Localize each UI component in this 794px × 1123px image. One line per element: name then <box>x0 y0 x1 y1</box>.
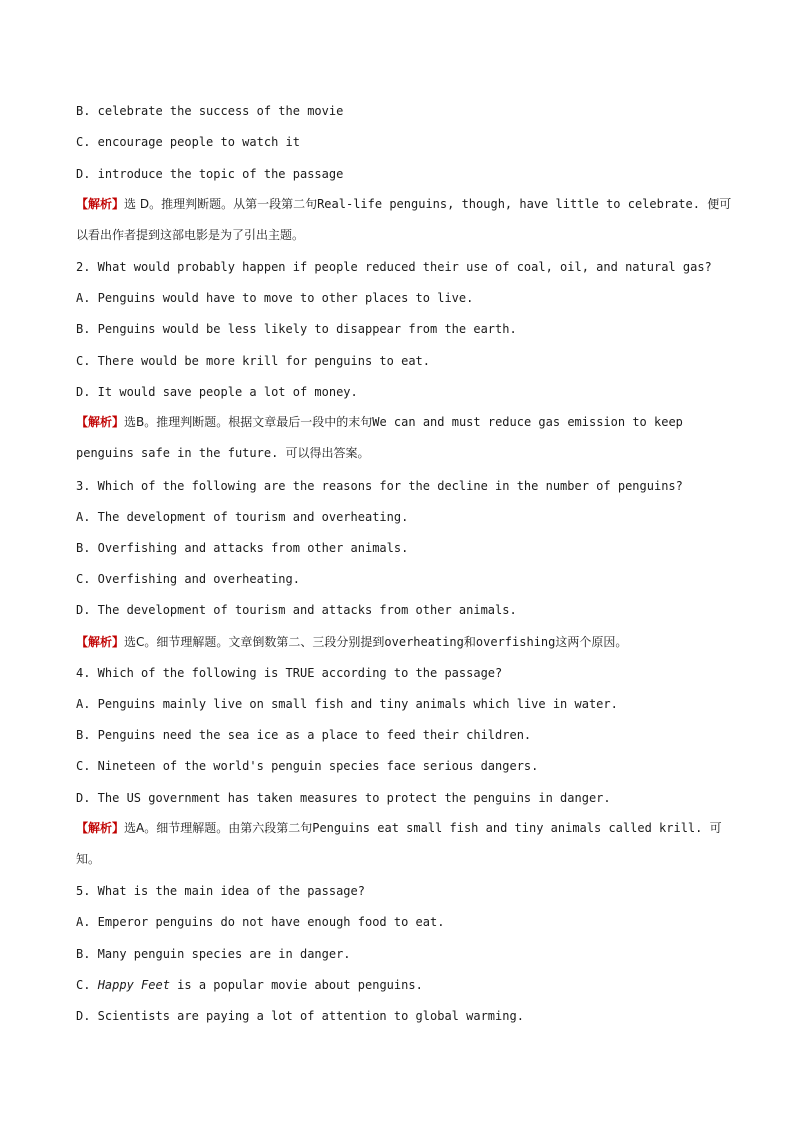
q5-option-d: D. Scientists are paying a lot of attention to global warming. <box>76 1009 524 1023</box>
q1-option-c: C. encourage people to watch it <box>76 135 300 149</box>
q2-analysis: 【解析】选B。推理判断题。根据文章最后一段中的末句We can and must reduce gas emission to keep penguins safe in the future. 可以得出答案。 <box>76 415 683 460</box>
q4-option-c: C. Nineteen of the world's penguin species face serious dangers. <box>76 759 539 773</box>
q1-option-d: D. introduce the topic of the passage <box>76 167 344 181</box>
q2-question: 2. What would probably happen if people reduced their use of coal, oil, and natural gas? <box>76 260 712 274</box>
q2-option-b: B. Penguins would be less likely to disappear from the earth. <box>76 322 517 336</box>
q3-option-d: D. The development of tourism and attacks from other animals. <box>76 603 517 617</box>
q3-option-a: A. The development of tourism and overheating. <box>76 510 409 524</box>
q1-option-b: B. celebrate the success of the movie <box>76 104 344 118</box>
q5-question: 5. What is the main idea of the passage? <box>76 884 365 898</box>
q5-option-a: A. Emperor penguins do not have enough food to eat. <box>76 915 445 929</box>
q3-analysis: 【解析】选C。细节理解题。文章倒数第二、三段分别提到overheating和overfishing这两个原因。 <box>76 635 628 649</box>
q4-option-b: B. Penguins need the sea ice as a place to feed their children. <box>76 728 532 742</box>
q3-option-b: B. Overfishing and attacks from other animals. <box>76 541 409 555</box>
q5-option-b: B. Many penguin species are in danger. <box>76 947 351 961</box>
analysis-tag: 【解析】 <box>76 821 125 835</box>
q3-question: 3. Which of the following are the reasons for the decline in the number of penguins? <box>76 479 683 493</box>
q2-option-a: A. Penguins would have to move to other places to live. <box>76 291 474 305</box>
q2-option-d: D. It would save people a lot of money. <box>76 385 358 399</box>
q4-option-a: A. Penguins mainly live on small fish and tiny animals which live in water. <box>76 697 618 711</box>
analysis-tag: 【解析】 <box>76 197 125 211</box>
q2-option-c: C. There would be more krill for penguins to eat. <box>76 354 431 368</box>
q5-option-c: C. Happy Feet is a popular movie about penguins. <box>76 978 423 992</box>
analysis-tag: 【解析】 <box>76 635 125 649</box>
q4-option-d: D. The US government has taken measures to protect the penguins in danger. <box>76 791 611 805</box>
movie-title: Happy Feet <box>97 978 170 992</box>
q4-question: 4. Which of the following is TRUE according to the passage? <box>76 666 503 680</box>
q1-analysis: 【解析】选 D。推理判断题。从第一段第二句Real-life penguins, though, have little to celebrate. 便可以看出作者提到这部电影是为了引出主题。 <box>76 197 732 242</box>
q4-analysis: 【解析】选A。细节理解题。由第六段第二句Penguins eat small fish and tiny animals called krill. 可知。 <box>76 821 722 866</box>
analysis-tag: 【解析】 <box>76 415 125 429</box>
q3-option-c: C. Overfishing and overheating. <box>76 572 300 586</box>
